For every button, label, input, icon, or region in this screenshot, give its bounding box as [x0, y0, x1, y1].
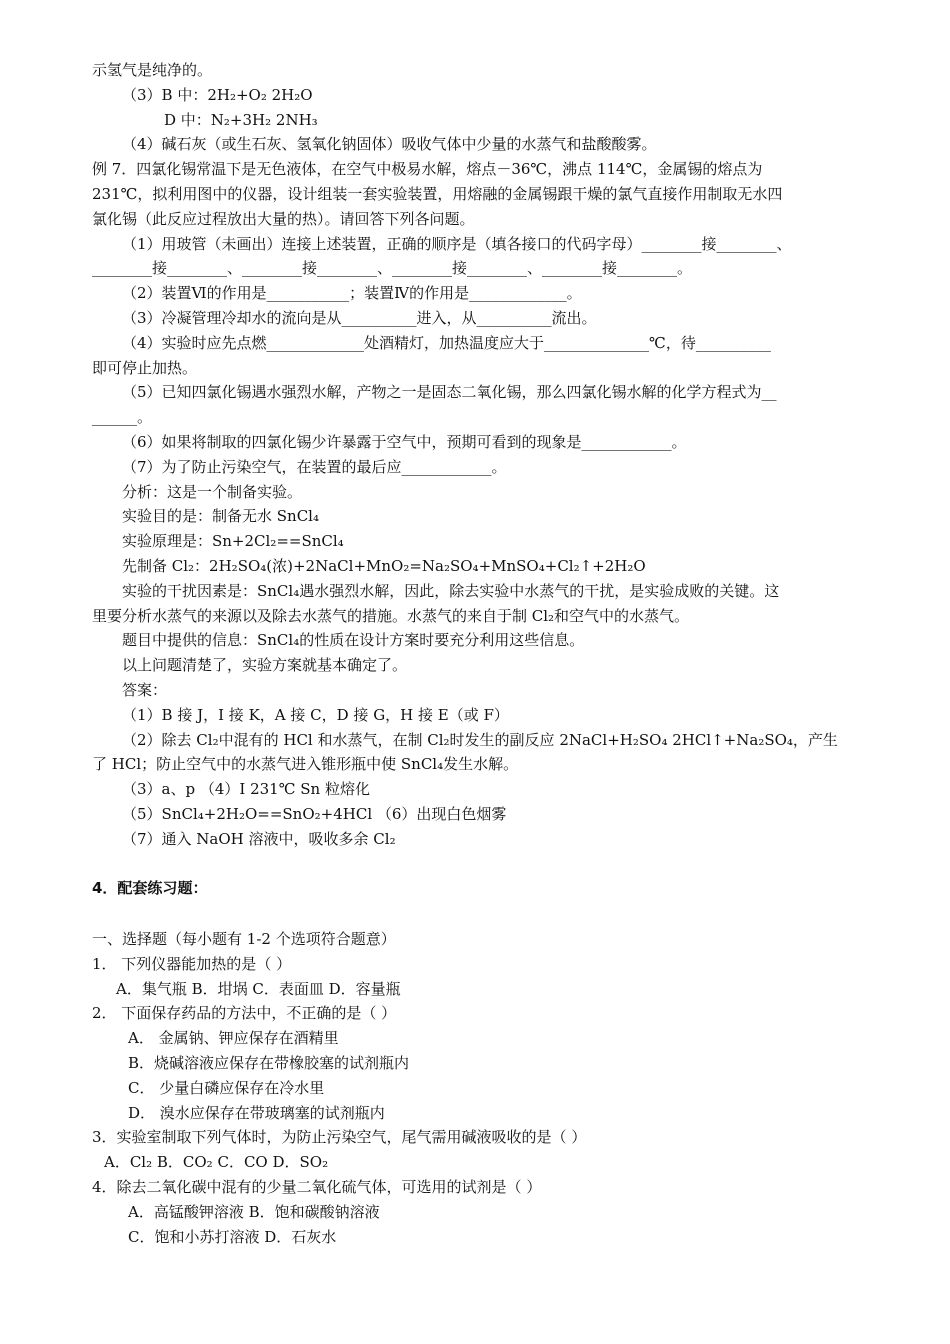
answer-line: （2）除去 Cl₂中混有的 HCl 和水蒸气，在制 Cl₂时发生的副反应 2NaCl+H₂SO₄ 2HCl↑+Na₂SO₄，产生: [122, 730, 838, 749]
analysis-line: 实验原理是：Sn+2Cl₂==SnCl₄: [122, 532, 344, 551]
exercise-question: 4．除去二氧化碳中混有的少量二氧化硫气体，可选用的试剂是（ ）: [92, 1178, 542, 1197]
exercise-question: 2． 下面保存药品的方法中，不正确的是（ ）: [92, 1004, 397, 1023]
exercise-question: 3．实验室制取下列气体时，为防止污染空气，尾气需用碱液吸收的是（ ）: [92, 1128, 587, 1147]
text-line: （4）碱石灰（或生石灰、氢氧化钠固体）吸收气体中少量的水蒸气和盐酸酸雾。: [122, 135, 657, 154]
answer-line: （7）通入 NaOH 溶液中，吸收多余 Cl₂: [122, 829, 396, 848]
answer-label: 答案：: [122, 680, 168, 699]
question-line: （5）已知四氯化锡遇水强烈水解，产物之一是固态二氧化锡，那么四氯化锡水解的化学方程式为__: [122, 383, 777, 402]
question-line: （6）如果将制取的四氯化锡少许暴露于空气中，预期可看到的现象是____________。: [122, 432, 687, 451]
example-heading: 例 7．四氯化锡常温下是无色液体，在空气中极易水解，熔点－36℃，沸点 114℃，金属锡的熔点为: [92, 160, 763, 179]
exercise-option: A．高锰酸钾溶液 B．饱和碳酸钠溶液: [128, 1202, 380, 1221]
exercise-line: 一、选择题（每小题有 1-2 个选项符合题意）: [92, 930, 396, 949]
question-line: ________接________、________接________、________接________、________接________。: [92, 259, 693, 278]
analysis-line: 实验目的是：制备无水 SnCl₄: [122, 507, 319, 526]
analysis-line: 实验的干扰因素是：SnCl₄遇水强烈水解，因此，除去实验中水蒸气的干扰，是实验成败的关键。这: [122, 581, 780, 600]
question-line: （3）冷凝管理冷却水的流向是从__________进入，从__________流出。: [122, 308, 597, 327]
question-line: （1）用玻管（未画出）连接上述装置，正确的顺序是（填各接口的代码字母）________接________、: [122, 234, 792, 253]
exercise-option: C．饱和小苏打溶液 D．石灰水: [128, 1227, 337, 1246]
text-line: 231℃，拟利用图中的仪器，设计组装一套实验装置，用熔融的金属锡跟干燥的氯气直接作用制取无水四: [92, 184, 783, 203]
answer-line: 了 HCl；防止空气中的水蒸气进入锥形瓶中使 SnCl₄发生水解。: [92, 755, 519, 774]
exercise-option: A． 金属钠、钾应保存在酒精里: [128, 1029, 339, 1048]
answer-line: （1）B 接 J，I 接 K，A 接 C，D 接 G，H 接 E（或 F）: [122, 705, 509, 724]
section-heading: 4．配套练习题：: [92, 879, 208, 898]
question-line: （2）装置Ⅵ的作用是___________；装置Ⅳ的作用是_____________。: [122, 284, 582, 303]
analysis-line: 里要分析水蒸气的来源以及除去水蒸气的措施。水蒸气的来自于制 Cl₂和空气中的水蒸气。: [92, 606, 690, 625]
exercise-option: A．集气瓶 B．坩埚 C．表面皿 D．容量瓶: [116, 979, 401, 998]
answer-line: （3）a、p （4）I 231℃ Sn 粒熔化: [122, 780, 370, 799]
exercise-option: D． 溴水应保存在带玻璃塞的试剂瓶内: [128, 1103, 385, 1122]
text-line: （3）B 中：2H₂+O₂ 2H₂O: [122, 85, 313, 104]
text-line: 氯化锡（此反应过程放出大量的热）。请回答下列各问题。: [92, 209, 475, 228]
exercise-option: A．Cl₂ B．CO₂ C．CO D．SO₂: [104, 1153, 329, 1172]
document-page: [92, 58, 868, 1249]
analysis-line: 题目中提供的信息：SnCl₄的性质在设计方案时要充分利用这些信息。: [122, 631, 585, 650]
text-line: 示氢气是纯净的。: [92, 61, 213, 79]
analysis-line: 以上问题清楚了，实验方案就基本确定了。: [122, 656, 408, 675]
analysis-line: 先制备 Cl₂：2H₂SO₄(浓)+2NaCl+MnO₂=Na₂SO₄+MnSO₄+Cl₂↑+2H₂O: [122, 556, 646, 575]
exercise-question: 1． 下列仪器能加热的是（ ）: [92, 954, 292, 973]
analysis-line: 分析：这是一个制备实验。: [122, 482, 303, 501]
question-line: ______。: [92, 408, 153, 427]
text-line: D 中：N₂+3H₂ 2NH₃: [164, 110, 318, 129]
question-line: （4）实验时应先点燃_____________处酒精灯，加热温度应大于______________℃，待__________: [122, 333, 771, 352]
exercise-option: B．烧碱溶液应保存在带橡胶塞的试剂瓶内: [128, 1054, 410, 1073]
exercise-option: C． 少量白磷应保存在冷水里: [128, 1078, 325, 1097]
question-line: （7）为了防止污染空气，在装置的最后应____________。: [122, 457, 507, 476]
answer-line: （5）SnCl₄+2H₂O==SnO₂+4HCl （6）出现白色烟雾: [122, 804, 507, 823]
question-line: 即可停止加热。: [92, 358, 198, 377]
